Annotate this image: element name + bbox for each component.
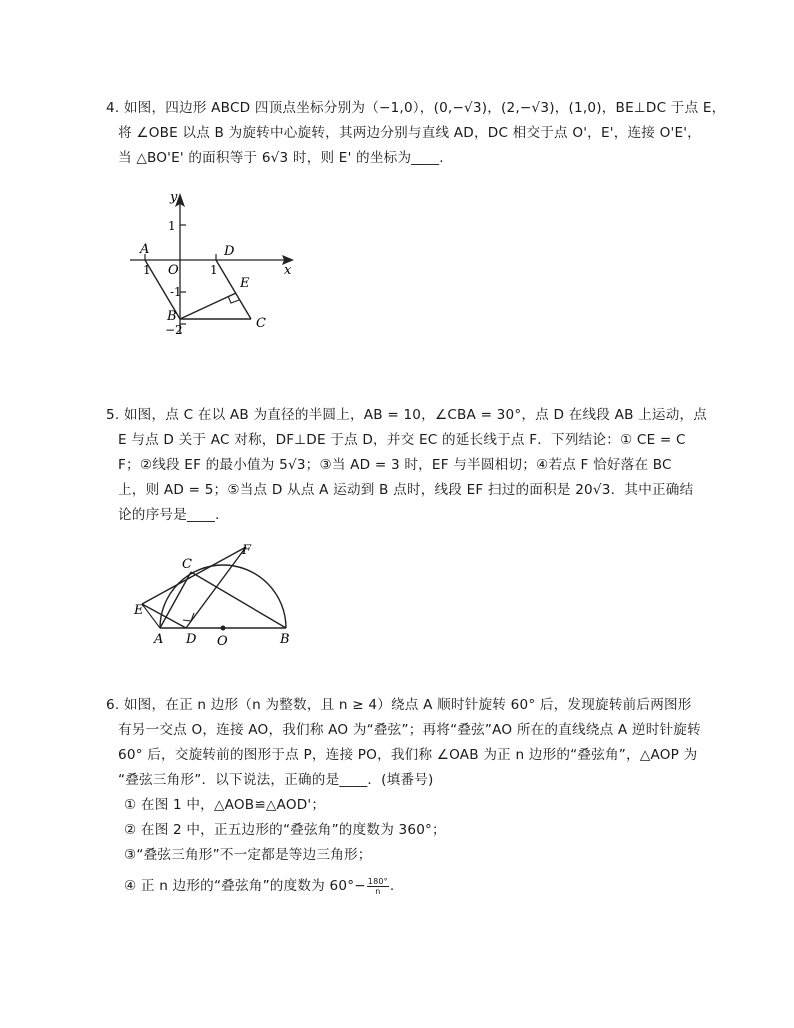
figure-coordinate-quadrilateral [120, 183, 310, 343]
problem-5-line-4: 上，则 AD = 5；⑤当点 D 从点 A 运动到 B 点时，线段 EF 扫过的面积是 20√3．其中正确结 [118, 482, 694, 498]
label-one-left: 1 [143, 263, 151, 277]
label-E: E [240, 276, 250, 291]
problem-5-line-1: 5. 如图，点 C 在以 AB 为直径的半圆上，AB = 10，∠CBA = 30°，点 D 在线段 AB 上运动，点 [106, 407, 708, 423]
option-4-text: ④ 正 n 边形的“叠弦角”的度数为 60°− [124, 878, 366, 894]
figure-semicircle [130, 535, 300, 650]
problem-6-option-1: ① 在图 1 中，△AOB≌△AOD'； [124, 797, 326, 813]
label-O: O [217, 634, 228, 649]
label-D: D [186, 632, 197, 647]
label-D: D [224, 244, 235, 259]
problem-5-line-3: F；②线段 EF 的最小值为 5√3；③当 AD = 3 时，EF 与半圆相切；④若点 F 恰好落在 BC [118, 457, 672, 473]
problem-5-line-5: 论的序号是____. [118, 507, 220, 523]
problem-4-line-1: 4. 如图，四边形 ABCD 四顶点坐标分别为（−1,0），(0,−√3)，(2,−√3)，(1,0)，BE⊥DC 于点 E， [106, 100, 726, 116]
problem-6-line-1: 6. 如图，在正 n 边形（n 为整数，且 n ≥ 4）绕点 A 顺时针旋转 60° 后，发现旋转前后两图形 [106, 697, 692, 713]
fraction-denominator: n [375, 886, 381, 896]
label-x: x [284, 263, 292, 278]
label-B: B [280, 632, 290, 647]
label-one-right: 1 [210, 263, 218, 277]
label-E: E [134, 603, 144, 618]
problem-6-line-2: 有另一交点 O，连接 AO，我们称 AO 为“叠弦”；再将“叠弦”AO 所在的直线绕点 A 逆时针旋转 [118, 722, 701, 738]
label-C: C [256, 316, 266, 331]
problem-4-line-3: 当 △BO'E' 的面积等于 6√3 时，则 E' 的坐标为____. [118, 150, 444, 166]
problem-4-line-2: 将 ∠OBE 以点 B 为旋转中心旋转，其两边分别与直线 AD，DC 相交于点 O'，E'，连接 O'E'， [118, 125, 701, 141]
fraction [367, 877, 389, 896]
label-A: A [140, 242, 150, 257]
fraction-numerator: 180° [367, 876, 388, 886]
problem-6-option-3: ③“叠弦三角形”不一定都是等边三角形； [124, 847, 372, 863]
label-neg1: -1 [170, 285, 182, 299]
problem-6-line-4: “叠弦三角形”．以下说法，正确的是____．(填番号) [118, 772, 434, 788]
label-A: A [154, 632, 164, 647]
label-B: B [167, 309, 177, 324]
problem-6-line-3: 60° 后，交旋转前的图形于点 P，连接 PO，我们称 ∠OAB 为正 n 边形的“叠弦角”，△AOP 为 [118, 747, 698, 763]
label-C: C [182, 557, 192, 572]
problem-5-line-2: E 与点 D 关于 AC 对称，DF⊥DE 于点 D，并交 EC 的延长线于点 F．下列结论：① CE = C [118, 432, 686, 448]
label-y: y [170, 190, 178, 205]
problem-6-option-2: ② 在图 2 中，正五边形的“叠弦角”的度数为 360°； [124, 822, 446, 838]
label-one-y: 1 [168, 219, 176, 233]
label-O: O [168, 263, 179, 278]
problem-6-option-4 [124, 876, 394, 896]
fraction-tail: . [389, 878, 395, 894]
label-neg2: −2 [165, 323, 183, 337]
label-F: F [242, 543, 252, 558]
